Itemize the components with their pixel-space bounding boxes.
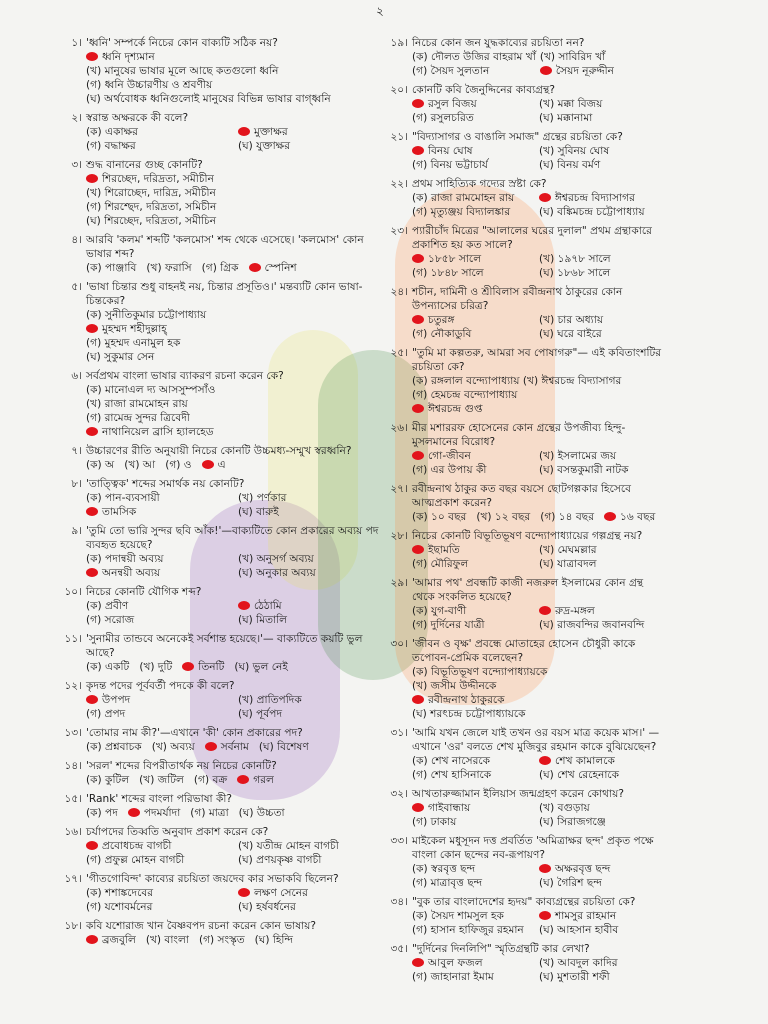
answer-options [86, 839, 386, 867]
question-item [390, 529, 662, 571]
answer-options [86, 552, 386, 580]
answer-options [412, 510, 662, 524]
answer-option: (ক) রঙ্গলাল বন্দ্যোপাধ্যায় (খ) ঈশ্বরচন্দ্র বিদ্যাসাগর [412, 375, 622, 387]
answer-option: (খ) ১৯৭৮ সালে [539, 253, 611, 265]
answer-option: (খ) পর্ণকার [238, 492, 287, 504]
answer-options [412, 862, 662, 890]
answer-option: (ঘ) উচ্চতা [238, 807, 285, 819]
question-text: "তুমি মা কল্পতরু, আমরা সব পোষাগরু"— এই কবিতাংশটির রচয়িতা কে? [412, 347, 662, 373]
answer-option: (ক) প্রশ্নবাচক [86, 741, 142, 753]
answer-option: (গ) মাত্রা [190, 807, 229, 819]
answer-option: (খ) অব্যয় [151, 741, 195, 753]
answer-option: (ক) রাজা রামমোহন রায় [412, 192, 515, 204]
answer-option: (ক) দৌলত উজির বাহরাম খাঁ [412, 51, 536, 63]
answer-option: (খ) মক্কা বিজয় [539, 98, 603, 110]
answer-option-correct: ১৬ বছর [604, 510, 655, 524]
answer-option: (গ) হেমচন্দ্র বন্দ্যোপাধ্যায় [412, 389, 518, 401]
question-text: রবীন্দ্রনাথ ঠাকুর কত বছর বয়সে ছোটগল্পকার হিসেবে আত্মপ্রকাশ করেন? [412, 483, 632, 509]
question-item [390, 177, 662, 219]
answer-option-correct: বিনয় ঘোষ [412, 144, 535, 158]
answer-option: (ঘ) সুকুমার সেন [86, 351, 155, 363]
right-column [390, 36, 662, 989]
answer-option: (খ) আ [124, 459, 156, 471]
question-text: 'সুনামীর তান্ডবে অনেকেই সর্বশান্ত হয়েছে।'— বাক্যটিতে কয়টি ভুল আছে? [86, 633, 363, 659]
answer-options [86, 660, 386, 674]
question-number: ২৩। [390, 225, 408, 237]
answer-option-correct: মুহম্মদ শহীদুল্লাহ্‌ [86, 322, 386, 336]
answer-option: (ক) পদান্বয়ী অব্যয় [86, 553, 164, 565]
answer-option: (ঘ) বারুই [238, 506, 279, 518]
answer-option: (গ) দুর্দিনের যাত্রী [412, 619, 485, 631]
answer-option: (ঘ) মক্কানামা [539, 112, 593, 124]
answer-option: (খ) মেঘমল্লার [539, 544, 597, 556]
answer-option: (ক) সুনীতিকুমার চট্টোপাধ্যায় [86, 309, 207, 321]
answer-option: (খ) সুবিনয় ঘোষ [539, 145, 610, 157]
question-number: ৮। [71, 478, 82, 490]
answer-options [412, 191, 662, 219]
question-text: 'আমার পথ' প্রবন্ধটি কাজী নজরুল ইসলামের কোন গ্রন্থ থেকে সংকলিত হয়েছে? [412, 577, 644, 603]
answer-option: (ক) প্রবীণ [86, 600, 129, 612]
question-text: "বুক তার বাংলাদেশের হৃদয়" কাব্যগ্রন্থের রচয়িতা কে? [412, 896, 636, 908]
question-number: ১১। [64, 633, 82, 645]
answer-option: (খ) বাংলা [145, 934, 189, 946]
answer-option: (গ) শিরশ্ছেদ, দরিদ্রতা, সমিচীন [86, 201, 217, 213]
question-text: নিচের কোনটি বিভূতিভূষণ বন্দ্যোপাধ্যায়ের গল্পগ্রন্থ নয়? [412, 530, 643, 542]
question-item [64, 632, 386, 674]
answer-options [412, 665, 662, 721]
answer-option: (গ) মৌরিফুল [412, 558, 469, 570]
answer-option: (ক) পান-ব্যবসায়ী [86, 492, 160, 504]
answer-options [86, 886, 386, 914]
question-item [390, 787, 662, 829]
question-item [390, 421, 662, 477]
answer-option: (ঘ) যুক্তাক্ষর [238, 140, 291, 152]
question-item [390, 346, 662, 416]
question-text: 'তোমার নাম কী?'—এখানে 'কী' কোন প্রকারের পদ? [86, 727, 303, 739]
question-text: 'গীতগোবিন্দ' কাব্যের রচয়িতা জয়দেব কার সভাকবি ছিলেন? [86, 873, 339, 885]
answer-options [86, 458, 386, 472]
question-text: আরবি 'কলম' শব্দটি 'কলমোস' শব্দ থেকে এসেছে। 'কলমোস' কোন ভাষার শব্দ? [86, 234, 364, 260]
answer-option: (ঘ) ভুল নেই [234, 661, 288, 673]
question-number: ১৪। [64, 760, 82, 772]
answer-options [412, 956, 662, 984]
answer-option: (ক) একাক্ষর [86, 126, 138, 138]
question-text: কৃদন্ত পদের পূর্ববর্তী পদকে কী বলে? [86, 680, 235, 692]
answer-option-correct: তামসিক [86, 505, 234, 519]
answer-option-correct: ঈশ্বরচন্দ্র গুপ্ত [412, 402, 662, 416]
question-text: শচীন, দামিনী ও শ্রীবিলাস রবীন্দ্রনাথ ঠাকুরের কোন উপন্যাসের চরিত্র? [412, 286, 623, 312]
answer-options [86, 383, 386, 439]
question-number: ২১। [390, 131, 408, 143]
answer-option-correct: নাথানিয়েল ব্রাসি হ্যালহেড [86, 425, 386, 439]
answer-options [412, 252, 662, 280]
answer-option-correct: লক্ষণ সেনের [238, 886, 386, 900]
answer-options [86, 308, 386, 364]
answer-option: (খ) বগুড়ায় [539, 802, 590, 814]
answer-option: (ঘ) সিরাজগঞ্জে [539, 816, 606, 828]
question-number: ১২। [64, 680, 82, 692]
answer-option: (গ) শেখ হাসিনাকে [412, 769, 492, 781]
answer-option: (গ) জাহানারা ইমাম [412, 971, 494, 983]
question-number: ৭। [71, 445, 82, 457]
answer-option: (ঘ) বিনয় বর্মণ [539, 159, 601, 171]
question-text: 'সরল' শব্দের বিপরীতার্থক নয় নিচের কোনটি? [86, 760, 277, 772]
answer-option: (ক) বিভূতিভূষণ বন্দ্যোপাধ্যায়কে [412, 666, 548, 678]
question-item [390, 726, 662, 782]
question-text: নিচের কোনটি যৌগিক শব্দ? [86, 586, 202, 598]
answer-options [412, 449, 662, 477]
answer-option: (ঘ) যাত্রাবদল [539, 558, 597, 570]
answer-option: (গ) যশোবর্মনের [86, 901, 153, 913]
answer-option: (ঘ) গৈরিশ ছন্দ [539, 877, 602, 889]
answer-option: (ক) পদ [86, 807, 118, 819]
left-column [64, 36, 386, 952]
question-number: ৩৩। [390, 835, 408, 847]
answer-option: (গ) বিনয় ভট্টাচার্য [412, 159, 488, 171]
answer-option: (গ) ও [165, 459, 192, 471]
answer-option: (ঘ) হিন্দি [254, 934, 293, 946]
answer-option-correct: স্পেনিশ [249, 261, 297, 275]
question-number: ১৩। [64, 727, 82, 739]
answer-option: (খ) মানুষের ভাষার মূলে আছে কতগুলো ধ্বনি [86, 65, 279, 77]
question-item [71, 444, 386, 472]
answer-option: (গ) ঢাকায় [412, 816, 457, 828]
question-item [64, 679, 386, 721]
answer-option: (ঘ) পূর্বপদ [238, 708, 283, 720]
answer-option-correct: ১৮৫৮ সালে [412, 252, 535, 266]
question-item [71, 524, 386, 580]
question-item [64, 919, 386, 947]
question-text: মীর মশাররফ হোসেনের কোন গ্রন্থের উপজীব্য হিন্দু-মুসলমানের বিরোধ? [412, 422, 626, 448]
answer-options [86, 599, 386, 627]
question-number: ১০। [64, 586, 82, 598]
answer-options [86, 125, 386, 153]
question-number: ৩১। [390, 727, 408, 739]
question-item [71, 280, 386, 364]
answer-options [412, 313, 662, 341]
answer-options [86, 693, 386, 721]
answer-options [412, 604, 662, 632]
answer-option: (গ) হাসান হাফিজুর রহমান [412, 924, 524, 936]
answer-option-correct: শিরচ্ছেদ, দরিদ্রতা, সমীচীন [86, 172, 386, 186]
question-text: 'তাত্ত্বিক' শব্দের সমার্থক নয় কোনটি? [86, 478, 245, 490]
answer-options [412, 50, 662, 78]
question-item [71, 233, 386, 275]
answer-option: (গ) গ্রিক [201, 262, 239, 274]
answer-option: (গ) সরোজ [86, 614, 135, 626]
answer-option-correct: গাইবান্ধায় [412, 801, 535, 815]
answer-option-correct: উপপদ [86, 693, 234, 707]
question-number: ২৭। [390, 483, 408, 495]
answer-option: (ঘ) মুশতারী শফী [539, 971, 610, 983]
question-item [390, 942, 662, 984]
answer-option: (খ) চার অধ্যায় [539, 314, 604, 326]
answer-option: (খ) ইসলামের জয় [539, 450, 617, 462]
answer-option: (ক) একটি [86, 661, 130, 673]
question-item [390, 637, 662, 721]
answer-option: (গ) সংস্কৃত [198, 934, 245, 946]
answer-options [86, 261, 386, 275]
answer-option: (গ) রসুলচরিত [412, 112, 474, 124]
answer-option-correct: ইছামতি [412, 543, 535, 557]
answer-option: (ঘ) ঘরে বাইরে [539, 328, 602, 340]
question-text: "বিদ্যাসাগর ও বাঙালি সমাজ" গ্রন্থের রচয়িতা কে? [412, 131, 623, 143]
answer-option: (ক) পাঞ্জাবি [86, 262, 137, 274]
answer-option: (ঘ) বঙ্কিমচন্দ্র চট্টোপাধ্যায় [539, 206, 645, 218]
answer-options [86, 806, 386, 820]
answer-option-correct: রসুল বিজয় [412, 97, 535, 111]
question-text: সর্বপ্রথম বাংলা ভাষার ব্যাকরণ রচনা করেন কে? [86, 370, 284, 382]
question-item [71, 369, 386, 439]
answer-option: (গ) ১৮৪৮ সালে [412, 267, 484, 279]
answer-option: (গ) প্রপদ [86, 708, 126, 720]
answer-option-correct: চতুরঙ্গ [412, 313, 535, 327]
page-number: ২ [376, 4, 384, 18]
answer-option: (খ) রাজা রামমোহন রায় [86, 398, 188, 410]
answer-option: (ঘ) শরৎচন্দ্র চট্টোপাধ্যায়কে [412, 708, 526, 720]
question-number: ১। [71, 37, 82, 49]
answer-option: (খ) ফরাসি [146, 262, 192, 274]
answer-option-correct: আবুল ফজল [412, 956, 535, 970]
answer-option-correct: ধ্বনি দৃশ্যমান [86, 50, 386, 64]
answer-option: (খ) যতীন্দ্র মোহন বাগচী [238, 840, 339, 852]
question-number: ৪। [71, 234, 82, 246]
question-item [71, 111, 386, 153]
answer-options [86, 933, 386, 947]
answer-option: (খ) জটিল [139, 774, 184, 786]
question-item [390, 83, 662, 125]
answer-option-correct: মুক্তাক্ষর [238, 125, 386, 139]
answer-option: (ক) যুগ-বাণী [412, 605, 467, 617]
answer-option-correct: রবীন্দ্রনাথ ঠাকুরকে [412, 693, 662, 707]
answer-option: (খ) দুটি [139, 661, 173, 673]
question-number: ২৯। [390, 577, 408, 589]
question-number: ১৬। [64, 826, 82, 838]
question-number: ২। [71, 112, 82, 124]
answer-option-correct: সর্বনাম [205, 740, 249, 754]
question-item [64, 872, 386, 914]
answer-option: (গ) সৈয়দ সুলতান [412, 65, 490, 77]
question-number: ১৯। [390, 37, 408, 49]
answer-option-correct: ব্রজবুলি [86, 933, 136, 947]
answer-option-correct: এ [202, 458, 226, 472]
answer-option-correct: ঈশ্বরচন্দ্র বিদ্যাসাগর [539, 191, 662, 205]
answer-option: (ক) মানোএল দ্য আসসুম্পসাঁও [86, 384, 216, 396]
question-number: ৩। [71, 159, 82, 171]
question-text: 'জীবন ও বৃক্ষ' প্রবন্ধে মোতাহের হোসেন চৌধুরী কাকে তপোবন-প্রেমিক বলেছেন? [412, 638, 636, 664]
answer-options [412, 97, 662, 125]
answer-options [86, 740, 386, 754]
answer-options [412, 909, 662, 937]
answer-option: (খ) জসীম উদ্দীনকে [412, 680, 497, 692]
answer-option-correct: গো-জীবন [412, 449, 535, 463]
answer-option: (ক) অ [86, 459, 115, 471]
answer-option: (ক) শশাঙ্কদেবের [86, 887, 154, 899]
question-item [71, 158, 386, 228]
answer-option: (গ) ধ্বনি উচ্চারণীয় ও শ্রবণীয় [86, 79, 213, 91]
question-item [64, 825, 386, 867]
answer-option-correct: প্রবোধচন্দ্র বাগচী [86, 839, 234, 853]
question-text: মাইকেল মধুসূদন দত্ত প্রবর্তিত 'অমিত্রাক্ষর ছন্দ' প্রকৃত পক্ষে বাংলা কোন ছন্দের নব-রূপায়ণ? [412, 835, 654, 861]
answer-option: (ক) স্বরবৃত্ত ছন্দ [412, 863, 476, 875]
question-number: ২৫। [390, 347, 408, 359]
answer-option: (গ) এর উপায় কী [412, 464, 487, 476]
answer-option: (গ) নৌকাডুবি [412, 328, 472, 340]
question-item [390, 576, 662, 632]
answer-option: (ক) কুটিল [86, 774, 130, 786]
question-number: ৩০। [390, 638, 408, 650]
question-text: 'ভাষা চিন্তার শুধু বাহনই নয়, চিন্তার প্রসূতিও।' মন্তব্যটি কোন ভাষা-চিন্তকের? [86, 281, 363, 307]
question-text: কবি যশোরাজ খান বৈষ্ণবপদ রচনা করেন কোন ভাষায়? [86, 920, 316, 932]
answer-option: (খ) অনুসর্গ অব্যয় [238, 553, 314, 565]
question-item [64, 726, 386, 754]
question-text: শুদ্ধ বানানের গুচ্ছ কোনটি? [86, 159, 203, 171]
answer-options [86, 491, 386, 519]
answer-options [86, 773, 386, 787]
question-item [390, 834, 662, 890]
answer-option: (ঘ) শেখ রেহেনাকে [539, 769, 620, 781]
question-number: ১৮। [64, 920, 82, 932]
question-text: চর্যাপদের তিব্বতি অনুবাদ প্রকাশ করেন কে? [86, 826, 269, 838]
question-number: ৯। [71, 525, 82, 537]
answer-option-correct: সৈয়দ নূরুদ্দীন [540, 64, 662, 78]
question-text: নিচের কোন জন যুদ্ধকাব্যের রচয়িতা নন? [412, 37, 585, 49]
answer-option: (ঘ) বিশেষণ [258, 741, 309, 753]
question-number: ২২। [390, 178, 408, 190]
answer-option-correct: শামসুর রাহমান [539, 909, 662, 923]
question-item [390, 895, 662, 937]
answer-option: (ঘ) অর্থবোধক ধ্বনিগুলোই মানুষের বিভিন্ন ভাষার বাগ্‌ধ্বনি [86, 93, 331, 105]
answer-option: (ঘ) বসন্তকুমারী নাটক [539, 464, 629, 476]
question-item [390, 36, 662, 78]
question-number: ৫। [71, 281, 82, 293]
answer-option: (ঘ) অনুকার অব্যয় [238, 567, 316, 579]
question-text: 'তুমি তো ভারি সুন্দর ছবি আঁক!'—বাক্যটিতে কোন প্রকারের অব্যয় পদ ব্যবহৃত হয়েছে? [86, 525, 379, 551]
answer-option: (গ) বদ্ধাক্ষর [86, 140, 136, 152]
answer-option-correct: গরল [237, 773, 274, 787]
question-text: 'আমি যখন জেলে যাই তখন ওর বয়স মাত্র কয়েক মাস।' —এখানে 'ওর' বলতে শেখ মুজিবুর রহমান কাকে বুঝিয়েছেন? [412, 727, 660, 753]
question-text: 'ধ্বনি' সম্পর্কে নিচের কোন বাক্যটি সঠিক নয়? [86, 37, 278, 49]
answer-options [86, 172, 386, 228]
question-text: স্বরান্ত অক্ষরকে কী বলে? [86, 112, 189, 124]
answer-options [86, 50, 386, 106]
answer-option: (গ) মুহম্মদ এনামুল হক [86, 337, 181, 349]
answer-option: (গ) ১৪ বছর [540, 511, 595, 523]
answer-option: (গ) মৃত্যুঞ্জয় বিদ্যালঙ্কার [412, 206, 511, 218]
answer-option: (গ) মাত্রাবৃত্ত ছন্দ [412, 877, 483, 889]
answer-options [412, 144, 662, 172]
question-text: 'Rank' শব্দের বাংলা পরিভাষা কী? [86, 793, 233, 805]
answer-option: (খ) সাবিরিদ খাঁ [539, 51, 606, 63]
question-number: ২৮। [390, 530, 408, 542]
answer-option: (গ) প্রফুল্ল মোহন বাগচী [86, 854, 185, 866]
answer-option-correct: শেখ কামালকে [539, 754, 662, 768]
question-text: প্রথম সাহিত্যিক গদ্যের স্রষ্টা কে? [412, 178, 547, 190]
answer-options [412, 754, 662, 782]
answer-option-correct: অক্ষরবৃত্ত ছন্দ [539, 862, 662, 876]
answer-option-correct: পদমর্যাদা [128, 806, 180, 820]
question-number: ২০। [390, 84, 408, 96]
answer-option: (ক) ১০ বছর [412, 511, 467, 523]
question-item [71, 36, 386, 106]
answer-option: (ঘ) প্রণয়কৃষ্ণ বাগচী [238, 854, 322, 866]
question-number: ৬। [71, 370, 82, 382]
answer-option: (খ) ১২ বছর [476, 511, 531, 523]
question-item [71, 477, 386, 519]
question-text: কোনটি কবি জৈনুদ্দিনের কাব্যগ্রন্থ? [412, 84, 555, 96]
question-item [390, 285, 662, 341]
answer-option-correct: অনন্বয়ী অব্যয় [86, 566, 234, 580]
question-number: ৩২। [390, 788, 408, 800]
question-item [390, 130, 662, 172]
answer-option-correct: রুদ্র-মঙ্গল [539, 604, 662, 618]
answer-option-correct: তিনটি [182, 660, 224, 674]
answer-option: (ঘ) রাজবন্দির জবানবন্দি [539, 619, 645, 631]
answer-option: (গ) বক্র [193, 774, 228, 786]
question-number: ৩৫। [390, 943, 408, 955]
question-number: ১৭। [64, 873, 82, 885]
answer-option: (ঘ) মিতালি [238, 614, 288, 626]
question-text: প্যারীচাঁদ মিত্রের "আলালের ঘরের দুলাল" প্রথম গ্রন্থাকারে প্রকাশিত হয় কত সালে? [412, 225, 652, 251]
answer-option: (ক) সৈয়দ শামসুল হক [412, 910, 504, 922]
answer-option: (ঘ) হর্ষবর্ধনের [238, 901, 296, 913]
answer-options [412, 801, 662, 829]
question-text: উচ্চারণের রীতি অনুযায়ী নিচের কোনটি উচ্চমধ্য-সম্মুখ স্বরধ্বনি? [86, 445, 352, 457]
question-text: আখতারুজ্জামান ইলিয়াস জন্মগ্রহণ করেন কোথায়? [412, 788, 624, 800]
question-item [390, 482, 662, 524]
answer-option: (ঘ) ১৮৬৮ সালে [539, 267, 611, 279]
question-number: ২৪। [390, 286, 408, 298]
answer-option: (খ) শিরোচ্ছেদ, দারিদ্র, সমীচীন [86, 187, 216, 199]
answer-option: (খ) প্রাতিপদিক [238, 694, 302, 706]
answer-option: (গ) রামেন্দ্র সুন্দর ত্রিবেদী [86, 412, 190, 424]
question-item [64, 792, 386, 820]
answer-option: (ঘ) আহসান হাবীব [539, 924, 619, 936]
answer-option-correct: ঠেঠামি [238, 599, 386, 613]
answer-option: (খ) আবদুল কাদির [539, 957, 618, 969]
question-item [64, 759, 386, 787]
answer-option: (ক) শেখ নাসেরকে [412, 755, 491, 767]
question-number: ৩৪। [390, 896, 408, 908]
question-text: "দুর্দিনের দিনলিপি" স্মৃতিগ্রন্থটি কার লেখা? [412, 943, 590, 955]
question-item [390, 224, 662, 280]
question-item [64, 585, 386, 627]
answer-option: (ঘ) শিরচ্ছেদ, দরিদ্রতা, সমীচিন [86, 215, 217, 227]
question-number: ১৫। [64, 793, 82, 805]
answer-options [412, 374, 662, 416]
answer-options [412, 543, 662, 571]
question-number: ২৬। [390, 422, 408, 434]
